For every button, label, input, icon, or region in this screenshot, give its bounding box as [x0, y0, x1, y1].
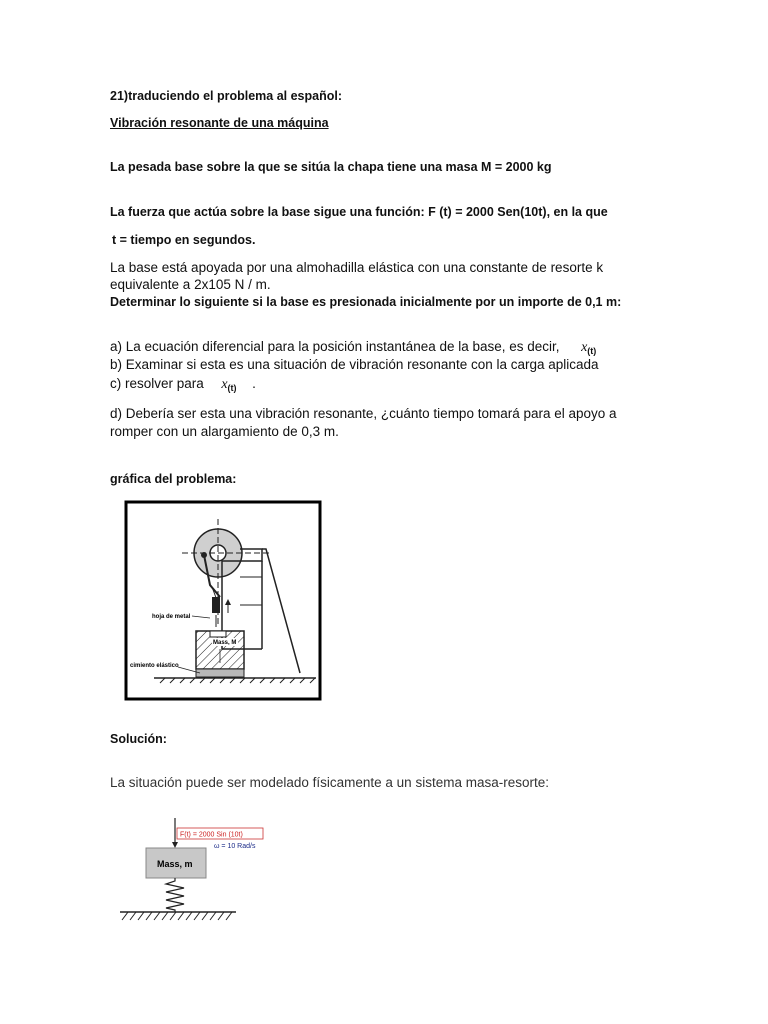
machine-diagram — [120, 497, 325, 703]
item-a — [110, 339, 596, 356]
problem-title: Vibración resonante de una máquina — [110, 116, 329, 130]
x-subscript: (t) — [227, 383, 237, 393]
label-sheet-metal: hoja de metal — [152, 614, 191, 620]
item-b: b) Examinar si esta es una situación de vibración resonante con la carga aplicada — [110, 357, 599, 372]
label-mass: Mass, M — [213, 640, 237, 646]
mass-spring-diagram — [116, 818, 266, 930]
paragraph-force: La fuerza que actúa sobre la base sigue una función: F (t) = 2000 Sen(10t), en la que — [110, 205, 608, 219]
paragraph-time: t = tiempo en segundos. — [112, 233, 256, 247]
solution-heading: Solución: — [110, 732, 167, 746]
omega-label: ω = 10 Rad/s — [214, 843, 256, 850]
force-label: F(t) = 2000 Sin (10t) — [180, 831, 243, 839]
spring-icon — [166, 878, 184, 912]
item-d-line2: romper con un alargamiento de 0,3 m. — [110, 424, 339, 439]
paragraph-spring-line2: equivalente a 2x105 N / m. — [110, 277, 271, 292]
label-foundation: cimiento elástico — [130, 663, 179, 669]
paragraph-spring-line1: La base está apoyada por una almohadilla elástica con una constante de resorte k — [110, 260, 604, 275]
mass-label: Mass, m — [157, 859, 193, 869]
item-c — [110, 376, 256, 393]
elastic-foundation — [196, 669, 244, 677]
x-symbol: x — [581, 340, 588, 355]
solution-text: La situación puede ser modelado físicamente a un sistema masa-resorte: — [110, 775, 549, 790]
paragraph-determine: Determinar lo siguiente si la base es presionada inicialmente por un importe de 0,1 m: — [110, 295, 622, 309]
x-symbol: x — [221, 377, 228, 392]
item-c-end: . — [252, 376, 256, 391]
problem-heading: 21)traduciendo el problema al español: — [110, 89, 343, 103]
item-a-text: a) La ecuación diferencial para la posición instantánea de la base, es decir, — [110, 339, 560, 354]
item-d-line1: d) Debería ser esta una vibración resonante, ¿cuánto tiempo tomará para el apoyo a — [110, 406, 617, 421]
x-subscript: (t) — [587, 346, 597, 356]
paragraph-mass: La pesada base sobre la que se sitúa la chapa tiene una masa M = 2000 kg — [110, 160, 552, 174]
item-c-text: c) resolver para — [110, 376, 204, 391]
graph-heading: gráfica del problema: — [110, 472, 237, 486]
